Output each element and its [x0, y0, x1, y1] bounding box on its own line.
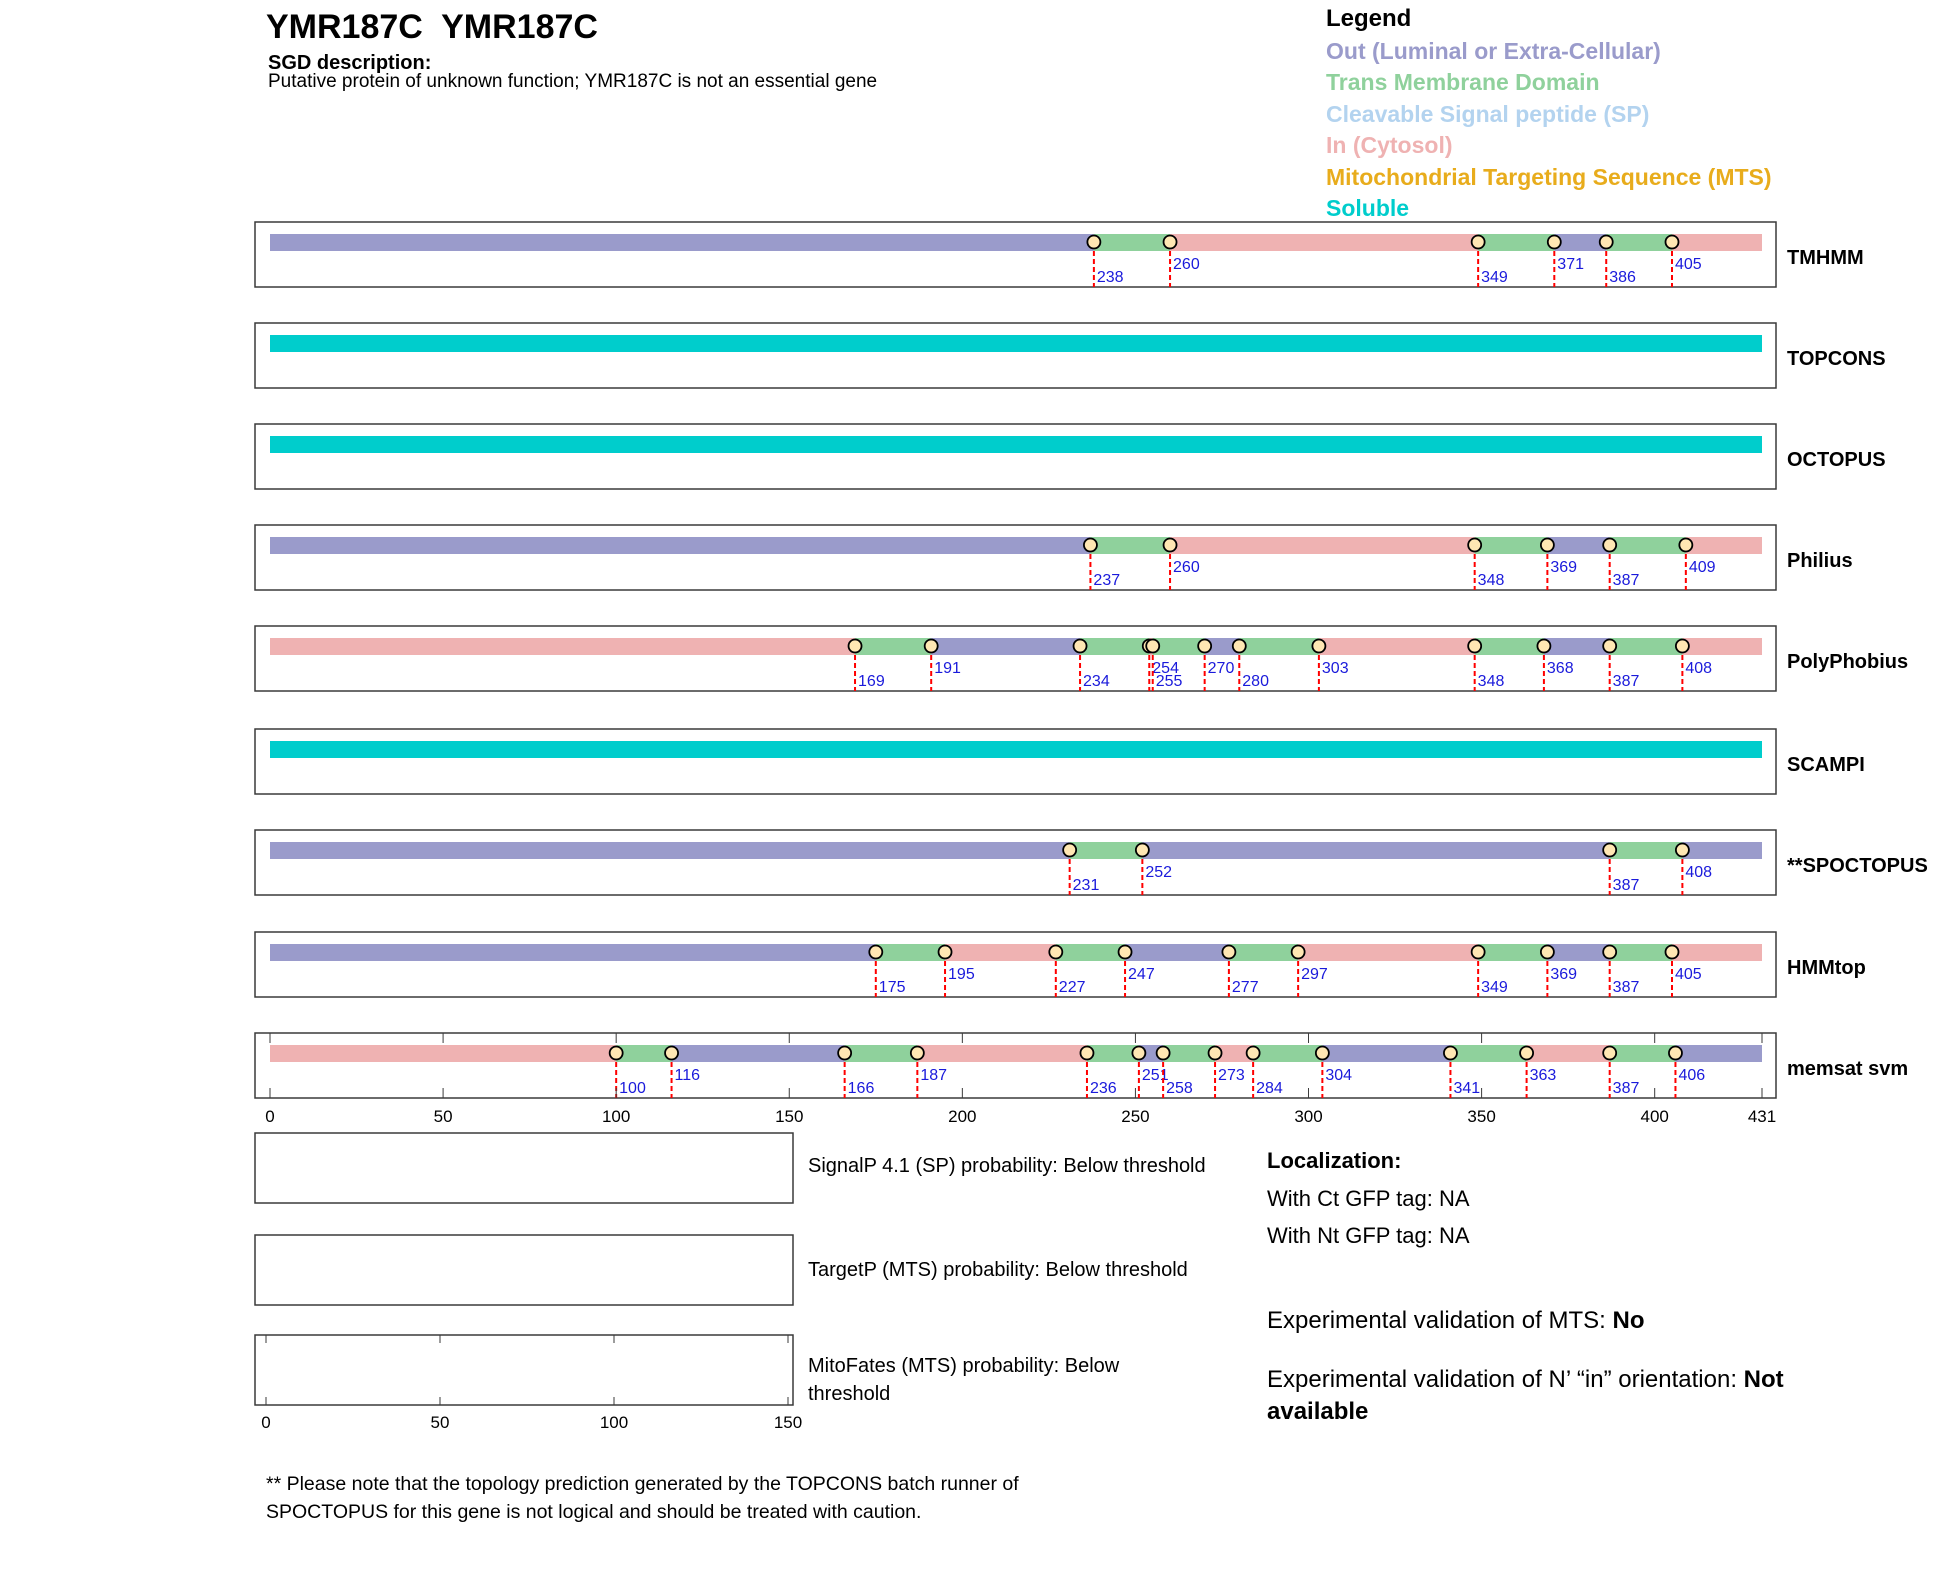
boundary-label-philius-4: 387	[1612, 572, 1640, 589]
track-name-memsat-svm: memsat svm	[1787, 1058, 1909, 1080]
boundary-marker-hmmtop-9	[1665, 946, 1678, 959]
segment-memsat-svm-11	[1450, 1045, 1526, 1062]
boundary-label-polyphobius-3: 254	[1152, 660, 1179, 677]
boundary-marker-memsat-svm-5	[1132, 1047, 1145, 1060]
segment-tmhmm-6	[1672, 234, 1762, 251]
x-tick-label-9: 431	[1747, 1107, 1777, 1126]
segment-hmmtop-2	[945, 944, 1056, 961]
boundary-marker-memsat-svm-0	[610, 1047, 623, 1060]
mitofates-probability-line1: MitoFates (MTS) probability: Below	[808, 1355, 1120, 1377]
footnote-line1: ** Please note that the topology prediction generated by the TOPCONS batch runner of	[266, 1473, 1019, 1495]
boundary-label-memsat-svm-9: 304	[1325, 1067, 1353, 1084]
x-tick-label-5: 250	[1121, 1107, 1150, 1126]
segment-philius-4	[1547, 537, 1609, 554]
boundary-label-philius-3: 369	[1550, 559, 1578, 576]
track-name-topcons: TOPCONS	[1787, 348, 1886, 370]
x-tick-label-4: 200	[948, 1107, 977, 1126]
track-name-polyphobius: PolyPhobius	[1787, 651, 1909, 673]
orientation-validation-value: Not available	[1267, 1366, 1784, 1425]
boundary-marker-hmmtop-6	[1472, 946, 1485, 959]
boundary-marker-tmhmm-4	[1600, 236, 1613, 249]
boundary-label-hmmtop-1: 195	[948, 966, 975, 983]
boundary-label-tmhmm-0: 238	[1096, 269, 1124, 286]
segment-spoctopus-2	[1142, 842, 1609, 859]
segment-tmhmm-3	[1478, 234, 1554, 251]
boundary-label-polyphobius-2: 234	[1083, 673, 1110, 690]
segment-memsat-svm-9	[1253, 1045, 1322, 1062]
boundary-marker-spoctopus-3	[1676, 844, 1689, 857]
boundary-label-tmhmm-2: 349	[1481, 269, 1508, 286]
segment-memsat-svm-12	[1527, 1045, 1610, 1062]
boundary-label-polyphobius-4: 255	[1155, 673, 1183, 690]
segment-spoctopus-3	[1610, 842, 1683, 859]
sgd-description-label: SGD description:	[268, 52, 432, 74]
x-tick-label-6: 300	[1294, 1107, 1323, 1126]
segment-polyphobius-1	[855, 638, 931, 655]
segment-hmmtop-6	[1298, 944, 1478, 961]
segment-hmmtop-3	[1056, 944, 1125, 961]
segment-memsat-svm-2	[672, 1045, 845, 1062]
segment-memsat-svm-10	[1322, 1045, 1450, 1062]
boundary-label-memsat-svm-0: 100	[619, 1080, 646, 1097]
prob-tick-label-2: 100	[599, 1413, 629, 1432]
x-tick-label-1: 50	[433, 1107, 453, 1126]
segment-spoctopus-4	[1682, 842, 1762, 859]
track-name-tmhmm: TMHMM	[1787, 247, 1864, 269]
boundary-label-memsat-svm-2: 166	[847, 1080, 875, 1097]
boundary-label-polyphobius-0: 169	[858, 673, 885, 690]
segment-tmhmm-0	[270, 234, 1094, 251]
mts-validation-label: Experimental validation of MTS:	[1267, 1307, 1613, 1334]
page-title: YMR187C YMR187C	[266, 8, 598, 46]
boundary-marker-memsat-svm-11	[1520, 1047, 1533, 1060]
boundary-label-memsat-svm-4: 236	[1089, 1080, 1117, 1097]
boundary-label-polyphobius-1: 191	[934, 660, 961, 677]
track-frame-octopus	[255, 424, 1776, 489]
segment-hmmtop-9	[1610, 944, 1672, 961]
boundary-marker-memsat-svm-10	[1444, 1047, 1457, 1060]
legend-item-tm: Trans Membrane Domain	[1326, 69, 1600, 95]
x-tick-label-3: 150	[775, 1107, 804, 1126]
footnote	[266, 1470, 1166, 1526]
mitofates-probability	[808, 1352, 1119, 1408]
boundary-marker-polyphobius-2	[1074, 640, 1087, 653]
boundary-marker-polyphobius-4	[1146, 640, 1159, 653]
boundary-label-memsat-svm-6: 258	[1166, 1080, 1193, 1097]
boundary-label-hmmtop-8: 387	[1612, 979, 1640, 996]
segment-spoctopus-0	[270, 842, 1070, 859]
segment-hmmtop-1	[876, 944, 945, 961]
segment-memsat-svm-3	[845, 1045, 918, 1062]
segment-octopus-0	[270, 436, 1762, 453]
segment-philius-1	[1090, 537, 1170, 554]
segment-polyphobius-8	[1319, 638, 1475, 655]
boundary-label-spoctopus-2: 387	[1612, 877, 1640, 894]
boundary-label-hmmtop-6: 349	[1481, 979, 1508, 996]
boundary-marker-tmhmm-3	[1548, 236, 1561, 249]
boundary-label-tmhmm-1: 260	[1173, 256, 1200, 273]
boundary-label-philius-5: 409	[1688, 559, 1716, 576]
boundary-marker-memsat-svm-13	[1669, 1047, 1682, 1060]
boundary-marker-memsat-svm-9	[1316, 1047, 1329, 1060]
boundary-label-hmmtop-4: 277	[1231, 979, 1259, 996]
boundary-marker-philius-3	[1541, 539, 1554, 552]
boundary-marker-hmmtop-7	[1541, 946, 1554, 959]
legend-item-mts: Mitochondrial Targeting Sequence (MTS)	[1326, 164, 1772, 190]
track-frame-tmhmm	[255, 222, 1776, 287]
legend-item-sp: Cleavable Signal peptide (SP)	[1326, 101, 1650, 127]
signalp-plot-box	[255, 1133, 793, 1203]
segment-memsat-svm-13	[1610, 1045, 1676, 1062]
boundary-label-philius-2: 348	[1477, 572, 1505, 589]
boundary-marker-spoctopus-1	[1136, 844, 1149, 857]
boundary-label-memsat-svm-12: 387	[1612, 1080, 1640, 1097]
boundary-marker-memsat-svm-7	[1209, 1047, 1222, 1060]
boundary-marker-hmmtop-5	[1292, 946, 1305, 959]
x-tick-label-2: 100	[601, 1107, 631, 1126]
boundary-label-polyphobius-6: 280	[1242, 673, 1269, 690]
segment-philius-0	[270, 537, 1090, 554]
segment-polyphobius-2	[931, 638, 1080, 655]
mts-validation-value: No	[1612, 1307, 1645, 1334]
boundary-marker-tmhmm-5	[1665, 236, 1678, 249]
orientation-validation-label: Experimental validation of N’ “in” orientation:	[1267, 1366, 1744, 1393]
boundary-label-hmmtop-5: 297	[1301, 966, 1328, 983]
mitofates-probability-line2: threshold	[808, 1383, 891, 1405]
boundary-marker-memsat-svm-3	[911, 1047, 924, 1060]
boundary-marker-polyphobius-11	[1676, 640, 1689, 653]
boundary-marker-memsat-svm-8	[1247, 1047, 1260, 1060]
boundary-marker-polyphobius-1	[925, 640, 938, 653]
segment-hmmtop-7	[1478, 944, 1547, 961]
boundary-label-tmhmm-3: 371	[1557, 256, 1585, 273]
segment-hmmtop-0	[270, 944, 876, 961]
segment-memsat-svm-1	[616, 1045, 671, 1062]
boundary-marker-polyphobius-6	[1233, 640, 1246, 653]
boundary-marker-memsat-svm-1	[665, 1047, 678, 1060]
track-name-hmmtop: HMMtop	[1787, 957, 1866, 979]
mts-validation	[1267, 1305, 1867, 1337]
boundary-marker-hmmtop-8	[1603, 946, 1616, 959]
boundary-label-spoctopus-3: 408	[1685, 864, 1713, 881]
segment-memsat-svm-4	[917, 1045, 1087, 1062]
track-frame-memsat-svm	[255, 1033, 1776, 1098]
segment-philius-2	[1170, 537, 1475, 554]
legend-item-soluble: Soluble	[1326, 195, 1410, 221]
track-frame-spoctopus	[255, 830, 1776, 895]
targetp-probability: TargetP (MTS) probability: Below threshold	[808, 1259, 1188, 1281]
boundary-marker-hmmtop-3	[1119, 946, 1132, 959]
x-tick-label-8: 400	[1640, 1107, 1669, 1126]
boundary-marker-tmhmm-0	[1087, 236, 1100, 249]
boundary-marker-memsat-svm-6	[1157, 1047, 1170, 1060]
boundary-marker-hmmtop-4	[1222, 946, 1235, 959]
boundary-label-tmhmm-4: 386	[1609, 269, 1636, 286]
boundary-marker-tmhmm-1	[1164, 236, 1177, 249]
boundary-marker-hmmtop-1	[939, 946, 952, 959]
legend-item-out: Out (Luminal or Extra-Cellular)	[1326, 38, 1661, 64]
boundary-label-hmmtop-2: 227	[1058, 979, 1086, 996]
segment-tmhmm-2	[1170, 234, 1478, 251]
segment-spoctopus-1	[1070, 842, 1143, 859]
boundary-label-spoctopus-0: 231	[1072, 877, 1100, 894]
boundary-marker-philius-1	[1164, 539, 1177, 552]
boundary-label-memsat-svm-8: 284	[1256, 1080, 1283, 1097]
boundary-label-hmmtop-7: 369	[1550, 966, 1578, 983]
segment-topcons-0	[270, 335, 1762, 352]
boundary-label-polyphobius-9: 368	[1546, 660, 1574, 677]
segment-memsat-svm-14	[1675, 1045, 1762, 1062]
boundary-label-hmmtop-3: 247	[1128, 966, 1155, 983]
track-name-scampi: SCAMPI	[1787, 754, 1865, 776]
boundary-label-spoctopus-1: 252	[1145, 864, 1173, 881]
segment-polyphobius-0	[270, 638, 855, 655]
segment-memsat-svm-5	[1087, 1045, 1139, 1062]
boundary-marker-tmhmm-2	[1472, 236, 1485, 249]
boundary-label-memsat-svm-13: 406	[1678, 1067, 1706, 1084]
prob-tick-label-3: 150	[773, 1413, 803, 1432]
boundary-label-memsat-svm-7: 273	[1218, 1067, 1245, 1084]
segment-memsat-svm-0	[270, 1045, 616, 1062]
track-frame-scampi	[255, 729, 1776, 794]
legend-item-in: In (Cytosol)	[1326, 132, 1453, 158]
segment-hmmtop-8	[1547, 944, 1609, 961]
boundary-marker-polyphobius-8	[1468, 640, 1481, 653]
segment-tmhmm-5	[1606, 234, 1672, 251]
boundary-marker-philius-4	[1603, 539, 1616, 552]
segment-memsat-svm-7	[1163, 1045, 1215, 1062]
boundary-label-polyphobius-7: 303	[1321, 660, 1349, 677]
boundary-marker-polyphobius-0	[849, 640, 862, 653]
boundary-marker-spoctopus-2	[1603, 844, 1616, 857]
boundary-label-polyphobius-8: 348	[1477, 673, 1505, 690]
track-name-philius: Philius	[1787, 550, 1853, 572]
targetp-plot-box	[255, 1235, 793, 1305]
signalp-probability: SignalP 4.1 (SP) probability: Below threshold	[808, 1155, 1206, 1177]
ct-gfp-localization: With Ct GFP tag: NA	[1267, 1186, 1470, 1211]
sgd-description-text: Putative protein of unknown function; YMR187C is not an essential gene	[268, 71, 878, 92]
boundary-label-polyphobius-10: 387	[1612, 673, 1640, 690]
segment-hmmtop-4	[1125, 944, 1229, 961]
boundary-marker-polyphobius-10	[1603, 640, 1616, 653]
x-tick-label-0: 0	[265, 1107, 275, 1126]
segment-tmhmm-4	[1554, 234, 1606, 251]
segment-hmmtop-10	[1672, 944, 1762, 961]
mitofates-plot-box	[255, 1335, 793, 1405]
boundary-label-hmmtop-9: 405	[1674, 966, 1702, 983]
segment-polyphobius-11	[1610, 638, 1683, 655]
boundary-label-memsat-svm-1: 116	[674, 1067, 701, 1084]
segment-polyphobius-7	[1239, 638, 1319, 655]
segment-tmhmm-1	[1094, 234, 1170, 251]
boundary-marker-spoctopus-0	[1063, 844, 1076, 857]
segment-philius-6	[1686, 537, 1762, 554]
boundary-marker-philius-0	[1084, 539, 1097, 552]
boundary-marker-philius-2	[1468, 539, 1481, 552]
boundary-marker-memsat-svm-12	[1603, 1047, 1616, 1060]
segment-polyphobius-10	[1544, 638, 1610, 655]
legend-title: Legend	[1326, 5, 1412, 32]
boundary-marker-hmmtop-2	[1049, 946, 1062, 959]
boundary-label-memsat-svm-11: 363	[1529, 1067, 1557, 1084]
boundary-marker-polyphobius-7	[1312, 640, 1325, 653]
footnote-line2: SPOCTOPUS for this gene is not logical and should be treated with caution.	[266, 1501, 922, 1523]
segment-philius-5	[1610, 537, 1686, 554]
boundary-marker-memsat-svm-4	[1080, 1047, 1093, 1060]
segment-polyphobius-3	[1080, 638, 1149, 655]
segment-scampi-0	[270, 741, 1762, 758]
boundary-label-polyphobius-11: 408	[1685, 660, 1713, 677]
boundary-label-polyphobius-5: 270	[1207, 660, 1235, 677]
boundary-label-hmmtop-0: 175	[878, 979, 906, 996]
boundary-label-memsat-svm-3: 187	[920, 1067, 948, 1084]
boundary-label-tmhmm-5: 405	[1674, 256, 1702, 273]
segment-philius-3	[1475, 537, 1548, 554]
track-frame-topcons	[255, 323, 1776, 388]
localization-title: Localization:	[1267, 1148, 1402, 1173]
boundary-marker-hmmtop-0	[869, 946, 882, 959]
boundary-marker-polyphobius-9	[1537, 640, 1550, 653]
orientation-validation	[1267, 1364, 1867, 1428]
x-tick-label-7: 350	[1467, 1107, 1496, 1126]
nt-gfp-localization: With Nt GFP tag: NA	[1267, 1223, 1470, 1248]
track-name-octopus: OCTOPUS	[1787, 449, 1886, 471]
boundary-label-memsat-svm-10: 341	[1453, 1080, 1481, 1097]
boundary-marker-polyphobius-5	[1198, 640, 1211, 653]
boundary-label-philius-0: 237	[1093, 572, 1121, 589]
boundary-label-philius-1: 260	[1173, 559, 1200, 576]
segment-polyphobius-5	[1153, 638, 1205, 655]
boundary-marker-philius-5	[1679, 539, 1692, 552]
segment-hmmtop-5	[1229, 944, 1298, 961]
prob-tick-label-1: 50	[430, 1413, 450, 1432]
boundary-marker-memsat-svm-2	[838, 1047, 851, 1060]
segment-polyphobius-9	[1475, 638, 1544, 655]
track-name-spoctopus: **SPOCTOPUS	[1787, 855, 1928, 877]
prob-tick-label-0: 0	[261, 1413, 271, 1432]
segment-polyphobius-12	[1682, 638, 1762, 655]
boundary-label-memsat-svm-5: 251	[1141, 1067, 1169, 1084]
track-frame-polyphobius	[255, 626, 1776, 691]
